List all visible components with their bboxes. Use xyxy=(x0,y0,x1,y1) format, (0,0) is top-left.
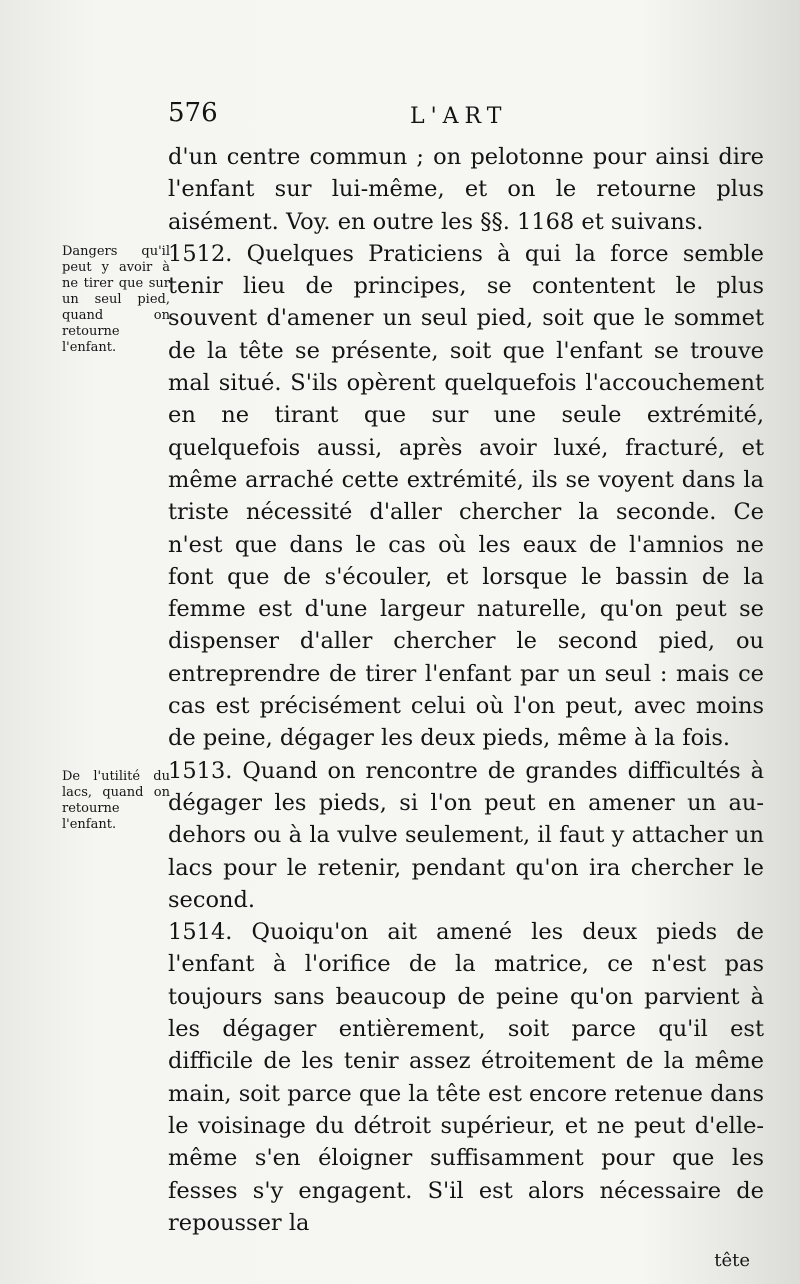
page-number: 576 xyxy=(168,98,218,128)
catchword: tête xyxy=(714,1250,750,1271)
page-header xyxy=(0,98,800,138)
paragraph-1513: 1513. Quand on rencontre de grandes difficultés à dégager les pieds, si l'on peut en amener un au-dehors ou à la vulve seulement, il faut y attacher un lacs pour le retenir, pendant qu'on ira chercher le second. xyxy=(168,757,764,913)
margin-note-dangers: Dangers qu'il peut y avoir à ne tirer que sur un seul pied, quand on retourne l'enfant. xyxy=(62,244,170,355)
paragraph-1512: 1512. Quelques Praticiens à qui la force semble tenir lieu de principes, se contentent le plus souvent d'amener un seul pied, soit que le sommet de la tête se présente, soit que l'enfant se trouve mal situé. S'ils opèrent quelquefois l'accouchement en ne tirant que sur une seule extrémité, quelquefois aussi, après avoir luxé, fracturé, et même arraché cette extrémité, ils se voyent dans la triste nécessité d'aller chercher la seconde. Ce n'est que dans le cas où les eaux de l'amnios ne font que de s'écouler, et lorsque le bassin de la femme est d'une largeur naturelle, qu'on peut se dispenser d'aller chercher le second pied, ou entreprendre de tirer l'enfant par un seul : mais ce cas est précisément celui où l'on peut, avec moins de peine, dégager les deux pieds, même à la fois. xyxy=(168,240,764,752)
paragraph-1514: 1514. Quoiqu'on ait amené les deux pieds de l'enfant à l'orifice de la matrice, ce n'est pas toujours sans beaucoup de peine qu'on parvient à les dégager entièrement, soit parce qu'il est difficile de les tenir assez étroitement de la même main, soit parce que la tête est encore retenue dans le voisinage du détroit supérieur, et ne peut d'elle-même s'en éloigner suffisamment pour que les fesses s'y engagent. S'il est alors nécessaire de repousser la xyxy=(168,919,764,1236)
paragraph-continuation: d'un centre commun ; on pelotonne pour ainsi dire l'enfant sur lui-même, et on le retourne plus aisément. Voy. en outre les §§. 1168 et suivans. xyxy=(168,144,764,235)
margin-note-utility: De l'utilité du lacs, quand on retourne l'enfant. xyxy=(62,769,170,832)
body-text xyxy=(168,141,764,1239)
running-title: L'ART xyxy=(410,104,508,129)
